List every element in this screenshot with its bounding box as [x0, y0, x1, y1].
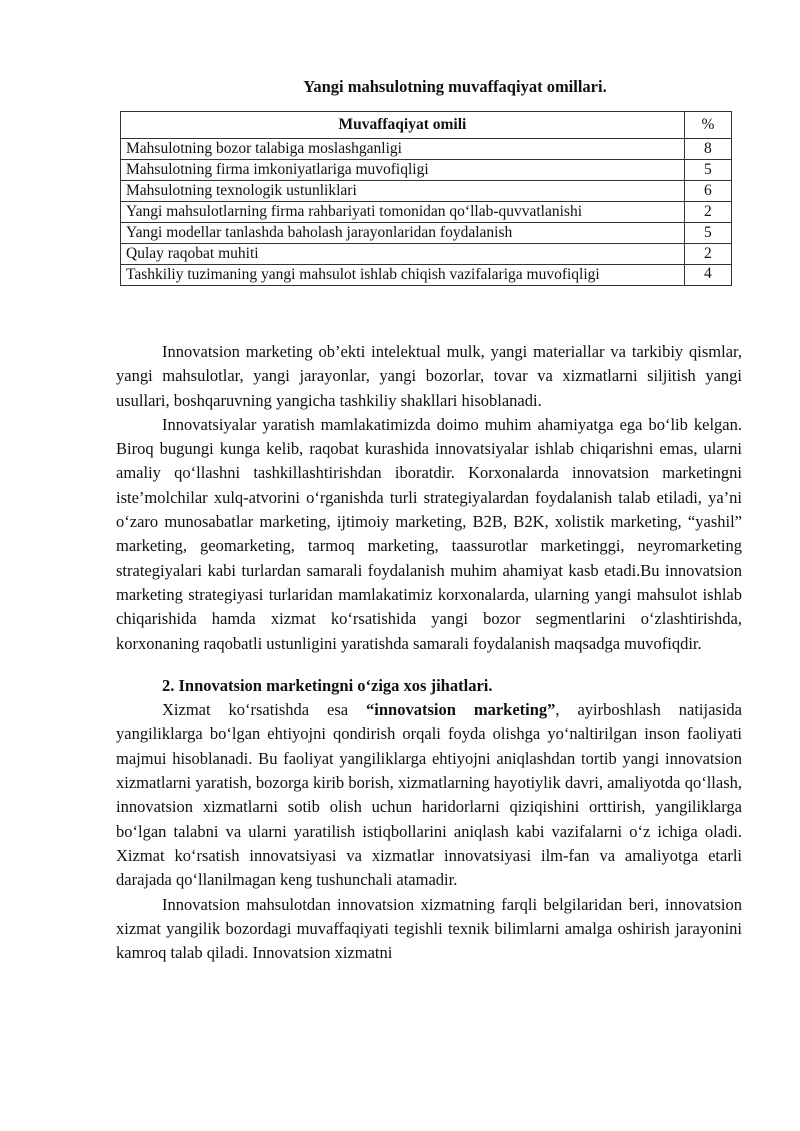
emphasis-term: “innovatsion marketing”	[366, 700, 556, 720]
factor-cell: Yangi mahsulotlarning firma rahbariyati tomonidan qo‘llab-quvvatlanishi	[121, 202, 685, 223]
section-heading: 2. Innovatsion marketingni o‘ziga xos jihatlari.	[162, 675, 493, 695]
paragraph-text: , ayirboshlash natijasida yangiliklarga bo‘lgan ehtiyojni qondirish orqali foyda olishga yo‘naltirilgan inson faoliyati majmui hisoblanadi. Bu faoliyat yangiliklarga ehtiyojni aniqlashdan tortib yangi innovatsion xizmatlarni yaratish, bozorga kirib borish, xizmatlarning hayotiylik davri, amaliyotda qo‘llash, innovatsion xizmatlarni sotib olish uchun haridorlarni qiziqishini orttirish, yangiliklarga bo‘lgan talabni va ularni yaratilish istiqbollarini aniqlash kabi vazifalarni o‘z ichiga oladi. Xizmat ko‘rsatish innovatsiyasi va xizmatlar innovatsiyasi ilm-fan va amaliyotga etarli darajada qo‘llanilmagan keng tushunchali atamadir.	[116, 700, 743, 890]
paragraph: Innovatsion mahsulotdan innovatsion xizmatning farqli belgilaridan beri, innovatsion xizmat yangilik bozordagi muvaffaqiyati tegishli texnik bilimlarni amalga oshirish jarayonini kamroq talab qiladi. Innovatsion xizmatni	[116, 894, 742, 963]
table-row	[121, 160, 732, 181]
paragraph: Innovatsiyalar yaratish mamlakatimizda doimo muhim ahamiyatga ega bo‘lib kelgan. Biroq bugungi kunga kelib, raqobat kurashida innovatsiyalar ishlab chiqarishni emas, ularni amaliy qo‘llashni tashkillashtirishdan iboratdir. Korxonalarda innovatsion marketingni iste’molchilar xulq-atvorini o‘rganishda turli strategiyalardan foydalanish talab etiladi, ya’ni o‘zaro munosabatlar marketing, ijtimoiy marketing, B2B, B2K, xolistik marketing, “yashil” marketing, geomarketing, tarmoq marketing, taassurotlar marketinggi, neyromarketing strategiyalari kabi turlardan samarali foydalanish muhim ahamiyat kasb etadi.Bu innovatsion marketing strategiyasi turlaridan mamlakatimiz korxonalarda, ularning yangi mahsulot ishlab chiqarishida hamda xizmat ko‘rsatishida yangi bozor segmentlarini o‘zlashtirishda, korxonaning raqobatli ustunligini yaratishda samarali foydalanish maqsadga muvofiqdir.	[116, 414, 742, 653]
table-row	[121, 265, 732, 286]
percent-cell: 4	[684, 265, 731, 286]
factor-column-header: Muvaffaqiyat omili	[121, 112, 685, 139]
factor-cell: Tashkiliy tuzimaning yangi mahsulot ishlab chiqish vazifalariga muvofiqligi	[121, 265, 685, 286]
percent-cell: 2	[684, 244, 731, 265]
percent-cell: 5	[684, 160, 731, 181]
paragraph	[116, 698, 742, 892]
percent-cell: 6	[684, 181, 731, 202]
table-row	[121, 139, 732, 160]
table-title: Yangi mahsulotning muvaffaqiyat omillari.	[303, 77, 607, 96]
table-row	[121, 223, 732, 244]
paragraph-text: Xizmat ko‘rsatishda esa	[162, 700, 367, 720]
paragraph: Innovatsion marketing ob’ekti intelektual mulk, yangi materiallar va tarkibiy qismlar, yangi mahsulotlar, yangi jarayonlar, yangi bozorlar, tovar va xizmatlarni siljitish yangi usullari, boshqaruvning yangicha tashkiliy shakllari hisoblanadi.	[116, 342, 742, 410]
percent-column-header: %	[684, 112, 731, 139]
table-row	[121, 181, 732, 202]
percent-cell: 8	[684, 139, 731, 160]
percent-cell: 2	[684, 202, 731, 223]
factor-cell: Mahsulotning firma imkoniyatlariga muvofiqligi	[121, 160, 685, 181]
table-row	[121, 244, 732, 265]
table-header-row	[121, 112, 732, 139]
factor-cell: Qulay raqobat muhiti	[121, 244, 685, 265]
table-row	[121, 202, 732, 223]
factor-cell: Yangi modellar tanlashda baholash jarayonlaridan foydalanish	[121, 223, 685, 244]
success-factors-table	[120, 111, 732, 286]
body-text	[116, 340, 742, 965]
percent-cell: 5	[684, 223, 731, 244]
factor-cell: Mahsulotning texnologik ustunliklari	[121, 181, 685, 202]
factor-cell: Mahsulotning bozor talabiga moslashganligi	[121, 139, 685, 160]
